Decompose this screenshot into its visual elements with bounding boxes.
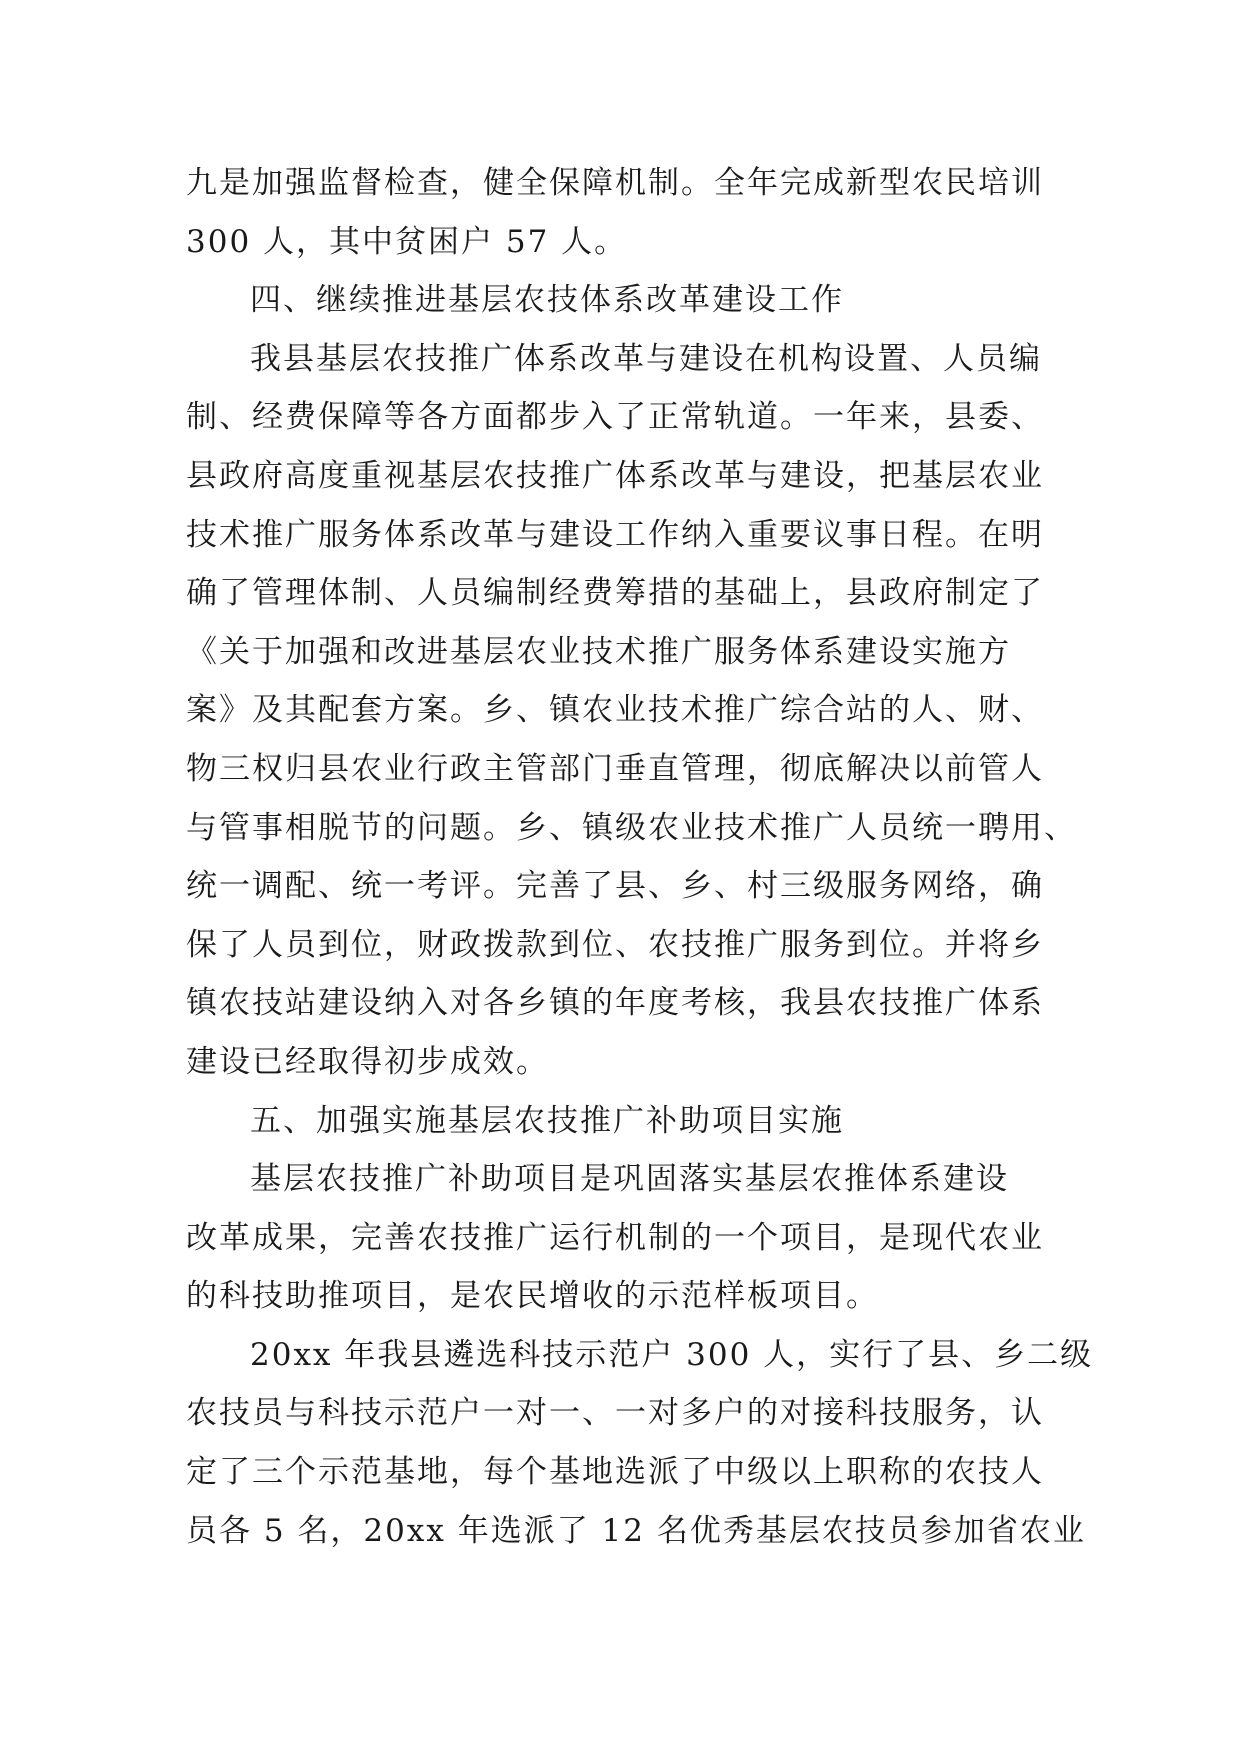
section-heading: 五、加强实施基层农技推广补助项目实施 <box>250 1102 844 1139</box>
body-line: 确了管理体制、人员编制经费筹措的基础上，县政府制定了 <box>186 575 1044 612</box>
paragraph-first-line: 20xx 年我县遴选科技示范户 300 人，实行了县、乡二级 <box>250 1336 1094 1373</box>
document-body <box>186 154 1094 1560</box>
body-line: 镇农技站建设纳入对各乡镇的年度考核，我县农技推广体系 <box>186 985 1044 1022</box>
section-heading: 四、继续推进基层农技体系改革建设工作 <box>250 282 844 319</box>
paragraph-first-line: 我县基层农技推广体系改革与建设在机构设置、人员编 <box>250 340 1042 377</box>
body-line: 农技员与科技示范户一对一、一对多户的对接科技服务，认 <box>186 1395 1044 1432</box>
body-line: 员各 5 名，20xx 年选派了 12 名优秀基层农技员参加省农业 <box>186 1512 1086 1549</box>
body-line: 技术推广服务体系改革与建设工作纳入重要议事日程。在明 <box>186 516 1044 553</box>
body-line: 县政府高度重视基层农技推广体系改革与建设，把基层农业 <box>186 457 1044 494</box>
body-line: 与管事相脱节的问题。乡、镇级农业技术推广人员统一聘用、 <box>186 809 1077 846</box>
body-line: 改革成果，完善农技推广运行机制的一个项目，是现代农业 <box>186 1219 1044 1256</box>
body-line: 统一调配、统一考评。完善了县、乡、村三级服务网络，确 <box>186 868 1044 905</box>
paragraph-first-line: 基层农技推广补助项目是巩固落实基层农推体系建设 <box>250 1161 1009 1198</box>
body-line: 制、经费保障等各方面都步入了正常轨道。一年来，县委、 <box>186 399 1044 436</box>
body-line: 的科技助推项目，是农民增收的示范样板项目。 <box>186 1278 879 1315</box>
body-line: 《关于加强和改进基层农业技术推广服务体系建设实施方 <box>186 633 1011 670</box>
body-line: 300 人，其中贫困户 57 人。 <box>186 223 628 260</box>
body-line: 定了三个示范基地，每个基地选派了中级以上职称的农技人 <box>186 1454 1044 1491</box>
body-line: 建设已经取得初步成效。 <box>186 1043 549 1080</box>
body-line: 保了人员到位，财政拨款到位、农技推广服务到位。并将乡 <box>186 926 1044 963</box>
body-line: 案》及其配套方案。乡、镇农业技术推广综合站的人、财、 <box>186 692 1044 729</box>
body-line: 物三权归县农业行政主管部门垂直管理，彻底解决以前管人 <box>186 750 1044 787</box>
body-line: 九是加强监督检查，健全保障机制。全年完成新型农民培训 <box>186 165 1044 201</box>
